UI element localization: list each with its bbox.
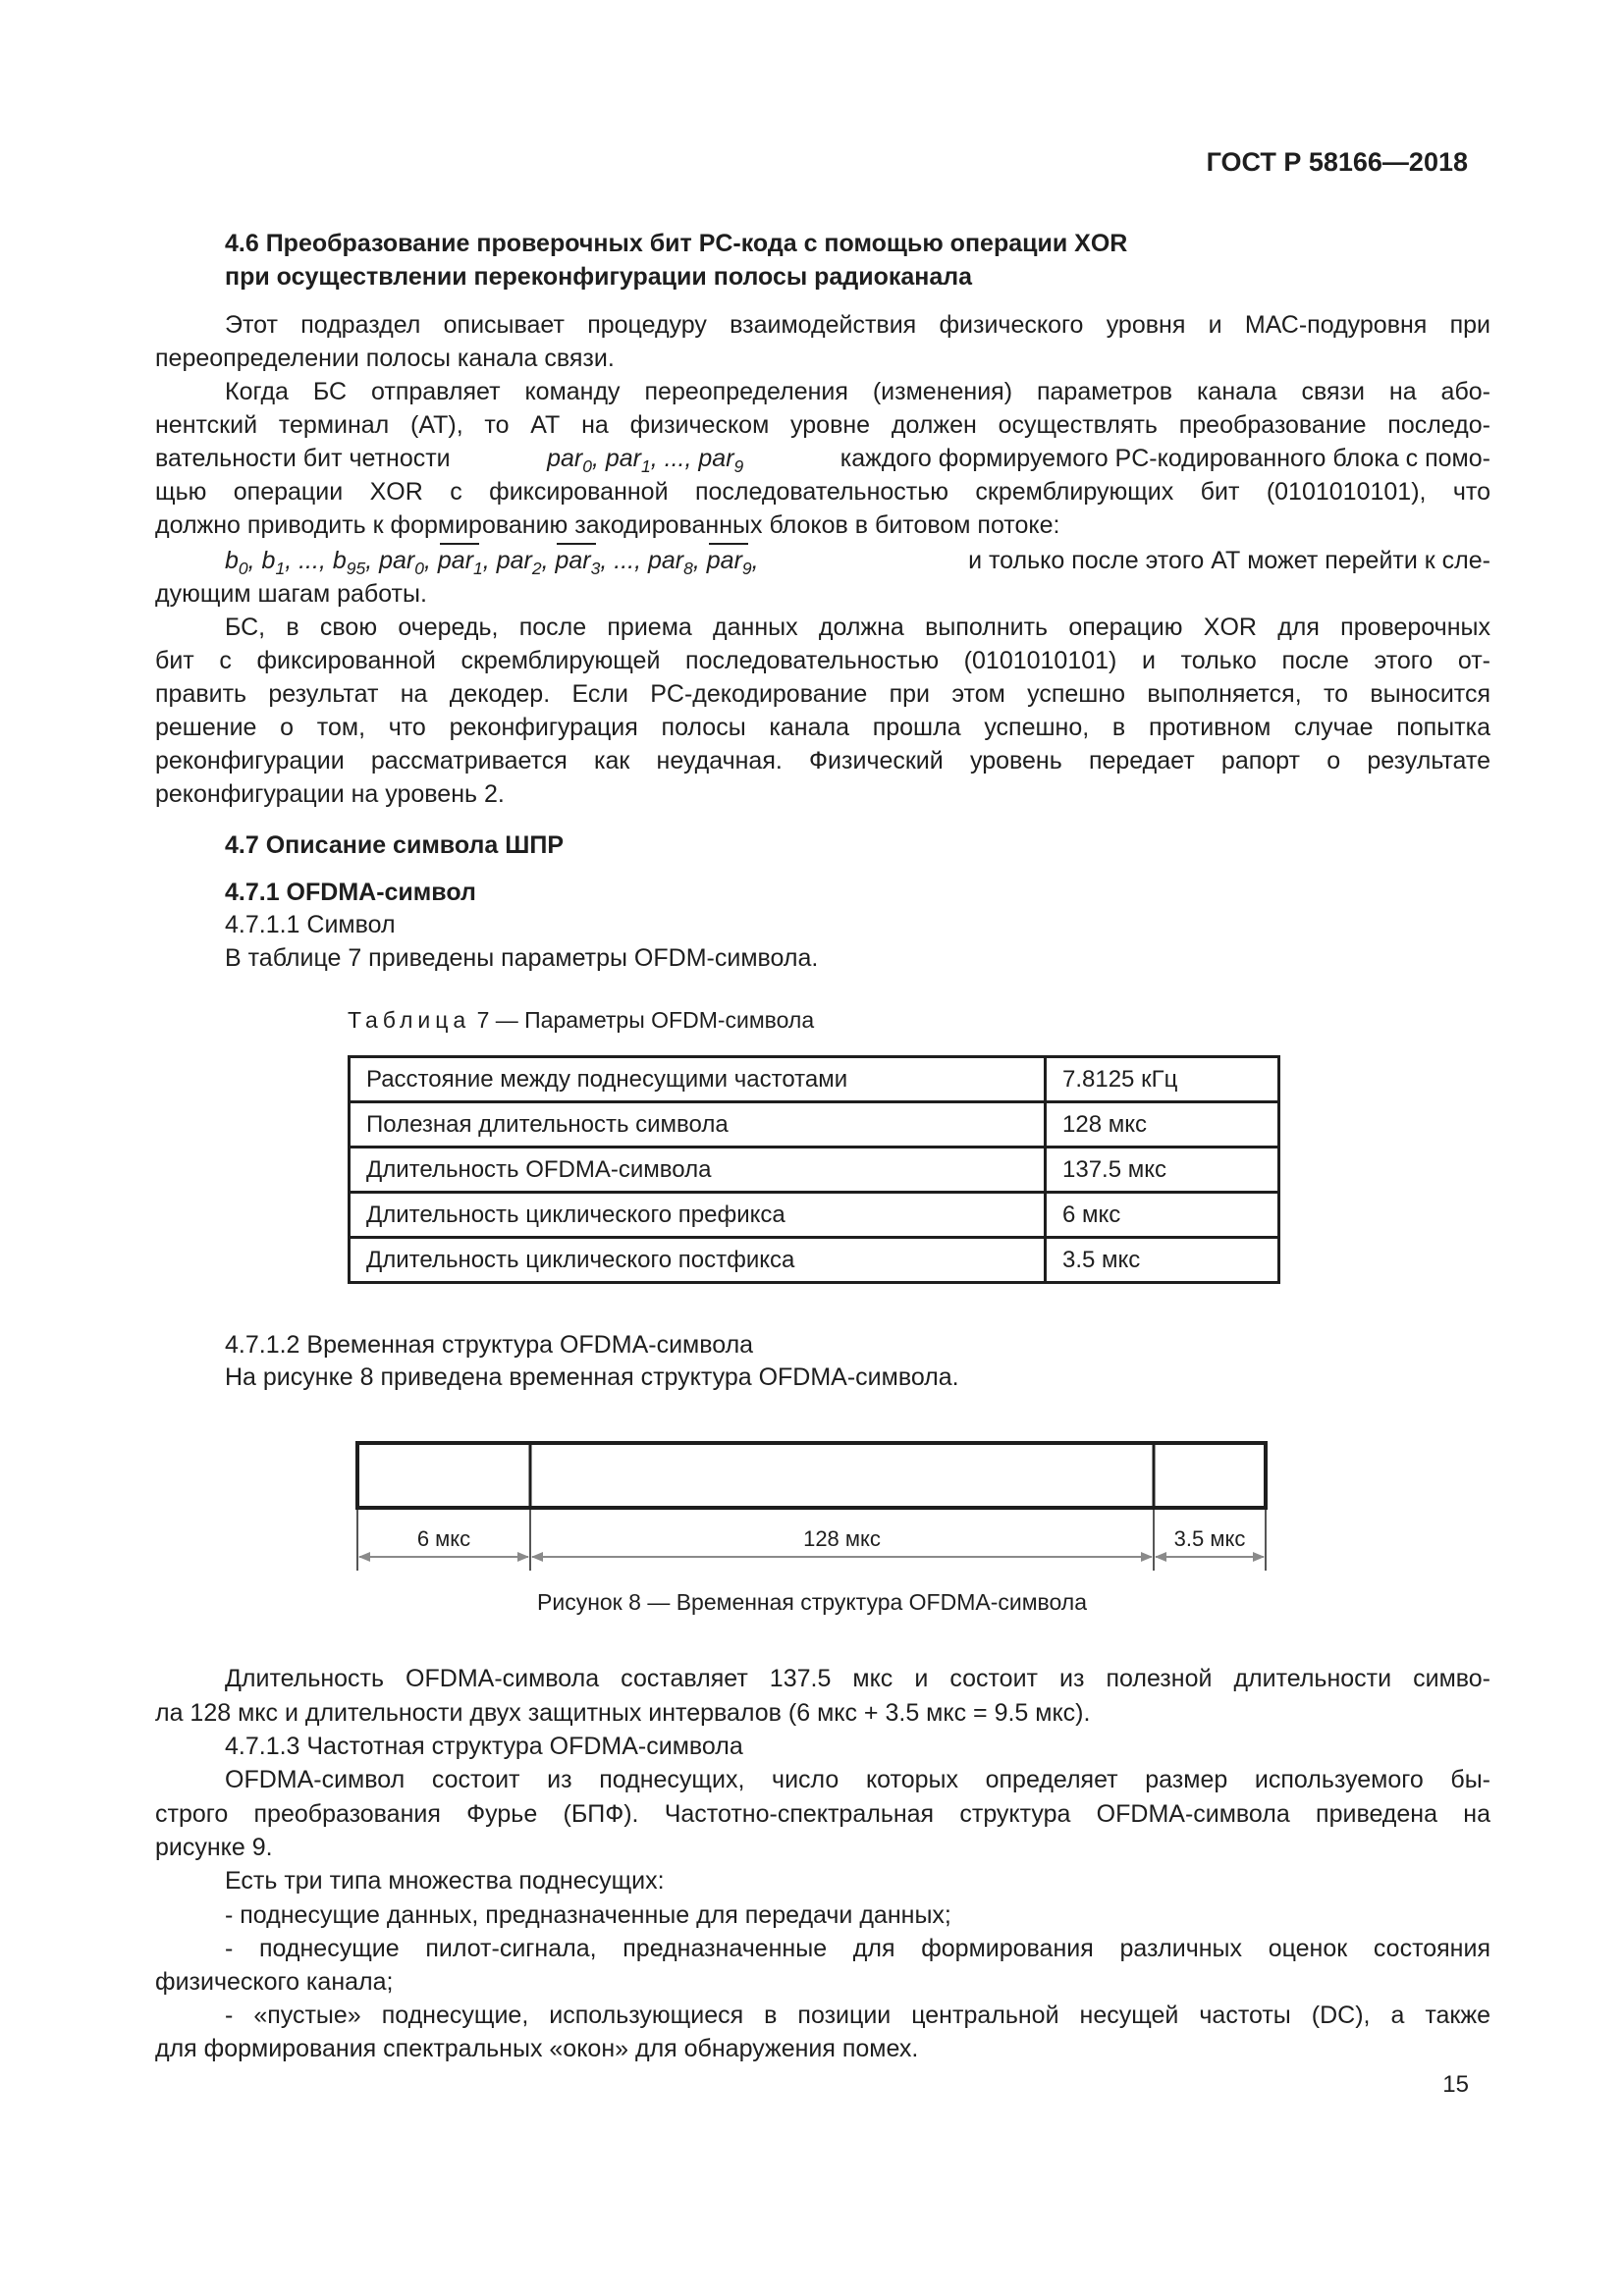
table-row [350,1238,1279,1283]
item-4-7-1-1: 4.7.1.1 Символ [225,911,396,938]
segment-label-postfix: 3.5 мкс [1173,1526,1246,1551]
item-4-7-1-2: 4.7.1.2 Временная структура OFDMA-символа [225,1331,754,1359]
parity-intro: вательности бит четности [155,445,451,472]
figure-caption: Рисунок 8 — Временная структура OFDMA-символа [537,1589,1087,1615]
param-cell: Длительность циклического постфикса [350,1238,1046,1283]
parity-symbols: par$_0$, par$_1$, ..., par$_9$ [547,445,744,477]
paragraph-line: щью операции XOR с фиксированной последовательностью скремблирующих бит (0101010101), что [155,478,1490,506]
document-standard-id: ГОСТ Р 58166—2018 [1206,147,1468,177]
paragraph-line: нентский терминал (АТ), то АТ на физическом уровне должен осуществлять преобразование последо- [155,411,1490,439]
table-caption-rest: 7 — Параметры OFDM-символа [476,1007,815,1033]
value-cell: 3.5 мкс [1046,1238,1279,1283]
value-cell: 128 мкс [1046,1102,1279,1148]
item-4-7-1-3: 4.7.1.3 Частотная структура OFDMA-символа [225,1733,743,1760]
paragraph-line: OFDMA-символ состоит из поднесущих, число которых определяет размер используемого бы- [225,1766,1490,1793]
section-4-7-1-title: 4.7.1 OFDMA-символ [225,879,476,906]
list-item: - поднесущие пилот-сигнала, предназначенные для формирования различных оценок состояния [225,1935,1490,1962]
table-intro: В таблице 7 приведены параметры OFDM-символа. [225,944,819,972]
bitstream-sequence [225,546,1490,579]
subcarrier-intro: Есть три типа множества поднесущих: [225,1867,665,1895]
bitstream-symbols: $b_0$, $b_1$, ..., $b_{95}$, par$_0$, par$_1$, par$_2$, par$_3$, ..., par$_8$, par$_9$, [225,547,759,579]
ofdm-parameters-table [348,1055,1280,1284]
paragraph-line: ла 128 мкс и длительности двух защитных интервалов (6 мкс + 3.5 мкс = 9.5 мкс). [155,1699,1091,1727]
paragraph-line: реконфигурации на уровень 2. [155,780,505,808]
table-row [350,1057,1279,1102]
sequence-tail: и только после этого АТ может перейти к сле- [968,547,1490,574]
paragraph-line: строго преобразования Фурье (БПФ). Частотно-спектральная структура OFDMA-символа приведена на [155,1800,1490,1828]
list-item: - поднесущие данных, предназначенные для передачи данных; [225,1901,951,1929]
paragraph-line: бит с фиксированной скремблирующей последовательностью (0101010101) и только после этого от- [155,647,1490,674]
paragraph-line: дующим шагам работы. [155,580,427,608]
page-number: 15 [1442,2071,1469,2098]
list-item: - «пустые» поднесущие, использующиеся в позиции центральной несущей частоты (DC), а также [225,2002,1490,2029]
list-item-continuation: физического канала; [155,1968,394,1996]
table-row [350,1102,1279,1148]
figure-intro: На рисунке 8 приведена временная структура OFDMA-символа. [225,1363,959,1391]
param-cell: Полезная длительность символа [350,1102,1046,1148]
paragraph-line-parity [155,444,1490,477]
paragraph-line: Длительность OFDMA-символа составляет 137.5 мкс и состоит из полезной длительности симво- [225,1665,1490,1692]
paragraph-line: БС, в свою очередь, после приема данных должна выполнить операцию XOR для проверочных [225,614,1490,641]
segment-label-useful: 128 мкс [803,1526,881,1551]
paragraph-line: переопределении полосы канала связи. [155,345,615,372]
list-item-continuation: для формирования спектральных «окон» для обнаружения помех. [155,2035,919,2062]
param-cell: Длительность циклического префикса [350,1193,1046,1238]
paragraph-line: Этот подраздел описывает процедуру взаимодействия физического уровня и МАС-подуровня при [225,311,1490,339]
segment-label-prefix: 6 мкс [416,1526,471,1551]
param-cell: Расстояние между поднесущими частотами [350,1057,1046,1102]
value-cell: 137.5 мкс [1046,1148,1279,1193]
table-caption-word: Таблица [348,1007,471,1033]
paragraph-line: решение о том, что реконфигурация полосы канала прошла успешно, в противном случае попытка [155,714,1490,741]
section-4-6-title-line2: при осуществлении переконфигурации полосы радиоканала [225,263,973,291]
table-caption [348,1007,814,1034]
section-4-7-title: 4.7 Описание символа ШПР [225,831,564,859]
table-row [350,1193,1279,1238]
section-4-6-title-line1: 4.6 Преобразование проверочных бит PC-кода с помощью операции XOR [225,230,1128,257]
paragraph-line: рисунке 9. [155,1834,273,1861]
paragraph-line: реконфигурации рассматривается как неудачная. Физический уровень передает рапорт о результате [155,747,1490,774]
parity-outro: каждого формируемого PC-кодированного блока с помо- [839,445,1490,472]
paragraph-line: Когда БС отправляет команду переопределения (изменения) параметров канала связи на або- [225,378,1490,405]
param-cell: Длительность OFDMA-символа [350,1148,1046,1193]
value-cell: 7.8125 кГц [1046,1057,1279,1102]
paragraph-line: должно приводить к формированию закодированных блоков в битовом потоке: [155,511,1060,539]
value-cell: 6 мкс [1046,1193,1279,1238]
table-row [350,1148,1279,1193]
paragraph-line: править результат на декодер. Если PC-декодирование при этом успешно выполняется, то выносится [155,680,1490,708]
